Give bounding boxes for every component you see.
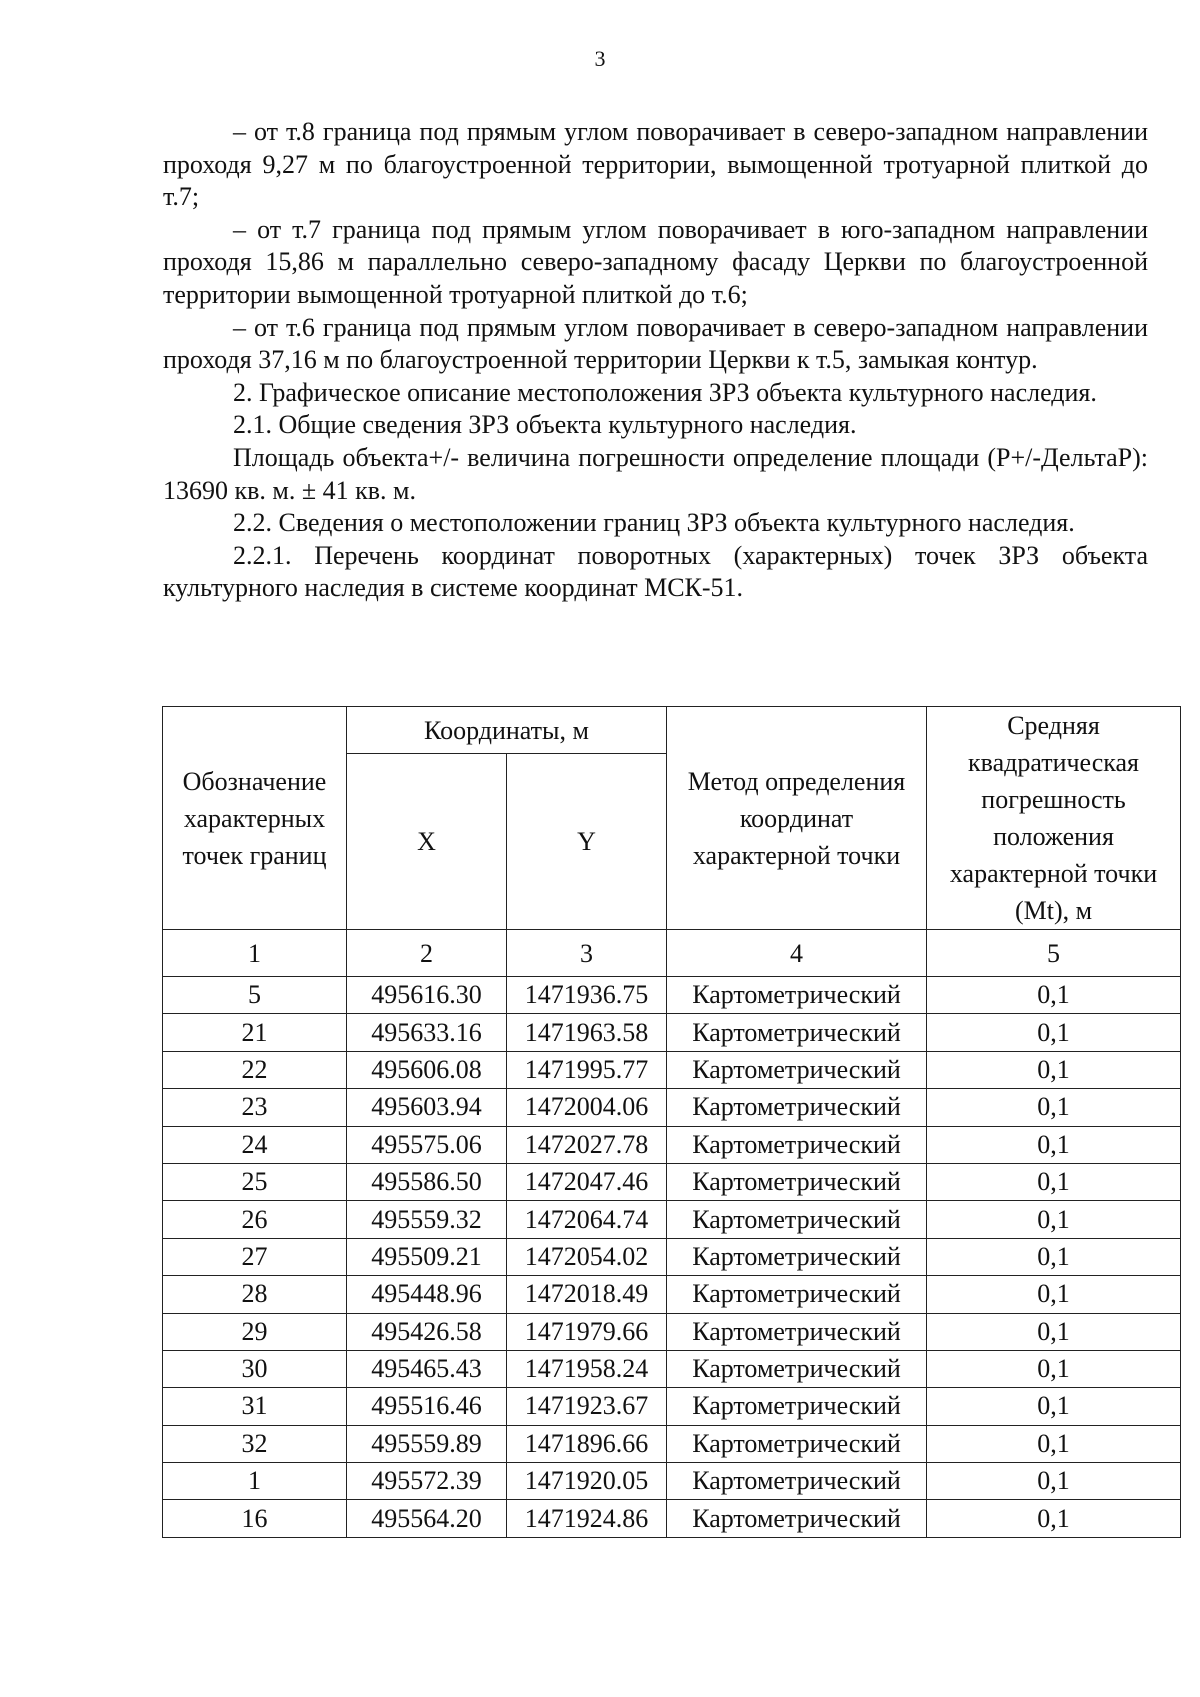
cell-mt: 0,1: [927, 1425, 1181, 1462]
column-number: 1: [163, 930, 347, 977]
header-x: X: [347, 754, 507, 930]
cell-y: 1472027.78: [507, 1126, 667, 1163]
cell-mt: 0,1: [927, 1014, 1181, 1051]
table-row: [163, 977, 1181, 1014]
cell-mt: 0,1: [927, 1163, 1181, 1200]
cell-method: Картометрический: [667, 1126, 927, 1163]
column-number: 2: [347, 930, 507, 977]
column-number: 5: [927, 930, 1181, 977]
cell-x: 495572.39: [347, 1463, 507, 1500]
cell-x: 495465.43: [347, 1350, 507, 1387]
cell-x: 495633.16: [347, 1014, 507, 1051]
cell-mt: 0,1: [927, 1500, 1181, 1537]
cell-point: 30: [163, 1350, 347, 1387]
cell-mt: 0,1: [927, 1201, 1181, 1238]
cell-point: 26: [163, 1201, 347, 1238]
cell-y: 1471936.75: [507, 977, 667, 1014]
cell-method: Картометрический: [667, 1425, 927, 1462]
cell-point: 27: [163, 1238, 347, 1275]
cell-y: 1472064.74: [507, 1201, 667, 1238]
table-row: [163, 1014, 1181, 1051]
cell-mt: 0,1: [927, 1126, 1181, 1163]
cell-x: 495606.08: [347, 1051, 507, 1088]
cell-y: 1471924.86: [507, 1500, 667, 1537]
cell-method: Картометрический: [667, 1350, 927, 1387]
cell-y: 1472004.06: [507, 1089, 667, 1126]
cell-method: Картометрический: [667, 1313, 927, 1350]
cell-x: 495509.21: [347, 1238, 507, 1275]
cell-y: 1471979.66: [507, 1313, 667, 1350]
cell-y: 1472054.02: [507, 1238, 667, 1275]
cell-mt: 0,1: [927, 1388, 1181, 1425]
paragraph: – от т.6 граница под прямым углом поворачивает в северо-западном направлении проходя 37,16 м по благоустроенной территории Церкви к т.5, замыкая контур.: [163, 312, 1148, 375]
cell-method: Картометрический: [667, 1463, 927, 1500]
cell-point: 16: [163, 1500, 347, 1537]
cell-point: 25: [163, 1163, 347, 1200]
cell-method: Картометрический: [667, 1014, 927, 1051]
cell-y: 1471920.05: [507, 1463, 667, 1500]
cell-point: 32: [163, 1425, 347, 1462]
cell-method: Картометрический: [667, 1051, 927, 1088]
cell-point: 21: [163, 1014, 347, 1051]
paragraph: – от т.7 граница под прямым углом поворачивает в юго-западном направлении проходя 15,86 м параллельно северо-западному фасаду Церкви по благоустроенной территории вымощенной тротуарной плиткой до т.6;: [163, 214, 1148, 309]
cell-y: 1471963.58: [507, 1014, 667, 1051]
cell-mt: 0,1: [927, 1238, 1181, 1275]
cell-method: Картометрический: [667, 1276, 927, 1313]
table-row: [163, 1051, 1181, 1088]
paragraph: 2.2.1. Перечень координат поворотных (характерных) точек ЗРЗ объекта культурного наследия в системе координат МСК-51.: [163, 540, 1148, 603]
table-row: [163, 1126, 1181, 1163]
header-y: Y: [507, 754, 667, 930]
table-row: [163, 1388, 1181, 1425]
cell-y: 1471958.24: [507, 1350, 667, 1387]
cell-y: 1471995.77: [507, 1051, 667, 1088]
header-error: Средняя квадратическая погрешность положения характерной точки (Mt), м: [927, 707, 1181, 930]
cell-mt: 0,1: [927, 1051, 1181, 1088]
header-point-designation: Обозначение характерных точек границ: [163, 707, 347, 930]
cell-point: 5: [163, 977, 347, 1014]
table-row: [163, 1425, 1181, 1462]
cell-point: 28: [163, 1276, 347, 1313]
column-number: 3: [507, 930, 667, 977]
table-row: [163, 1500, 1181, 1537]
cell-method: Картометрический: [667, 1163, 927, 1200]
column-number: 4: [667, 930, 927, 977]
table-row: [163, 1276, 1181, 1313]
cell-mt: 0,1: [927, 1463, 1181, 1500]
cell-y: 1472047.46: [507, 1163, 667, 1200]
table-row: [163, 1463, 1181, 1500]
cell-y: 1472018.49: [507, 1276, 667, 1313]
header-coordinates: Координаты, м: [347, 707, 667, 754]
cell-point: 1: [163, 1463, 347, 1500]
cell-x: 495616.30: [347, 977, 507, 1014]
document-body: [163, 116, 1148, 605]
cell-method: Картометрический: [667, 1500, 927, 1537]
cell-x: 495603.94: [347, 1089, 507, 1126]
cell-x: 495575.06: [347, 1126, 507, 1163]
table-row: [163, 1163, 1181, 1200]
cell-mt: 0,1: [927, 1350, 1181, 1387]
cell-x: 495586.50: [347, 1163, 507, 1200]
cell-method: Картометрический: [667, 1089, 927, 1126]
cell-method: Картометрический: [667, 1238, 927, 1275]
table-body: [163, 977, 1181, 1538]
cell-method: Картометрический: [667, 1388, 927, 1425]
table-row: [163, 1313, 1181, 1350]
cell-y: 1471896.66: [507, 1425, 667, 1462]
cell-x: 495564.20: [347, 1500, 507, 1537]
cell-point: 24: [163, 1126, 347, 1163]
table-row: [163, 1089, 1181, 1126]
cell-point: 31: [163, 1388, 347, 1425]
cell-mt: 0,1: [927, 1313, 1181, 1350]
cell-point: 22: [163, 1051, 347, 1088]
cell-x: 495516.46: [347, 1388, 507, 1425]
cell-x: 495559.89: [347, 1425, 507, 1462]
paragraph: Площадь объекта+/- величина погрешности определение площади (Р+/-ДельтаР): 13690 кв. м. ± 41 кв. м.: [163, 442, 1148, 505]
table-row: [163, 1201, 1181, 1238]
cell-x: 495559.32: [347, 1201, 507, 1238]
cell-method: Картометрический: [667, 1201, 927, 1238]
header-method: Метод определения координат характерной точки: [667, 707, 927, 930]
coordinates-table: [162, 706, 1181, 1538]
table-row: [163, 1350, 1181, 1387]
cell-x: 495426.58: [347, 1313, 507, 1350]
cell-y: 1471923.67: [507, 1388, 667, 1425]
table-row: [163, 1238, 1181, 1275]
paragraph: 2.2. Сведения о местоположении границ ЗРЗ объекта культурного наследия.: [233, 508, 1075, 538]
cell-point: 29: [163, 1313, 347, 1350]
paragraph: 2.1. Общие сведения ЗРЗ объекта культурного наследия.: [233, 410, 857, 440]
paragraph: – от т.8 граница под прямым углом поворачивает в северо-западном направлении проходя 9,27 м по благоустроенной территории, вымощенной тротуарной плиткой до т.7;: [163, 117, 1148, 212]
cell-mt: 0,1: [927, 1276, 1181, 1313]
paragraph: 2. Графическое описание местоположения ЗРЗ объекта культурного наследия.: [233, 377, 1097, 407]
page-number: 3: [594, 46, 606, 71]
cell-mt: 0,1: [927, 977, 1181, 1014]
cell-mt: 0,1: [927, 1089, 1181, 1126]
cell-method: Картометрический: [667, 977, 927, 1014]
cell-x: 495448.96: [347, 1276, 507, 1313]
cell-point: 23: [163, 1089, 347, 1126]
